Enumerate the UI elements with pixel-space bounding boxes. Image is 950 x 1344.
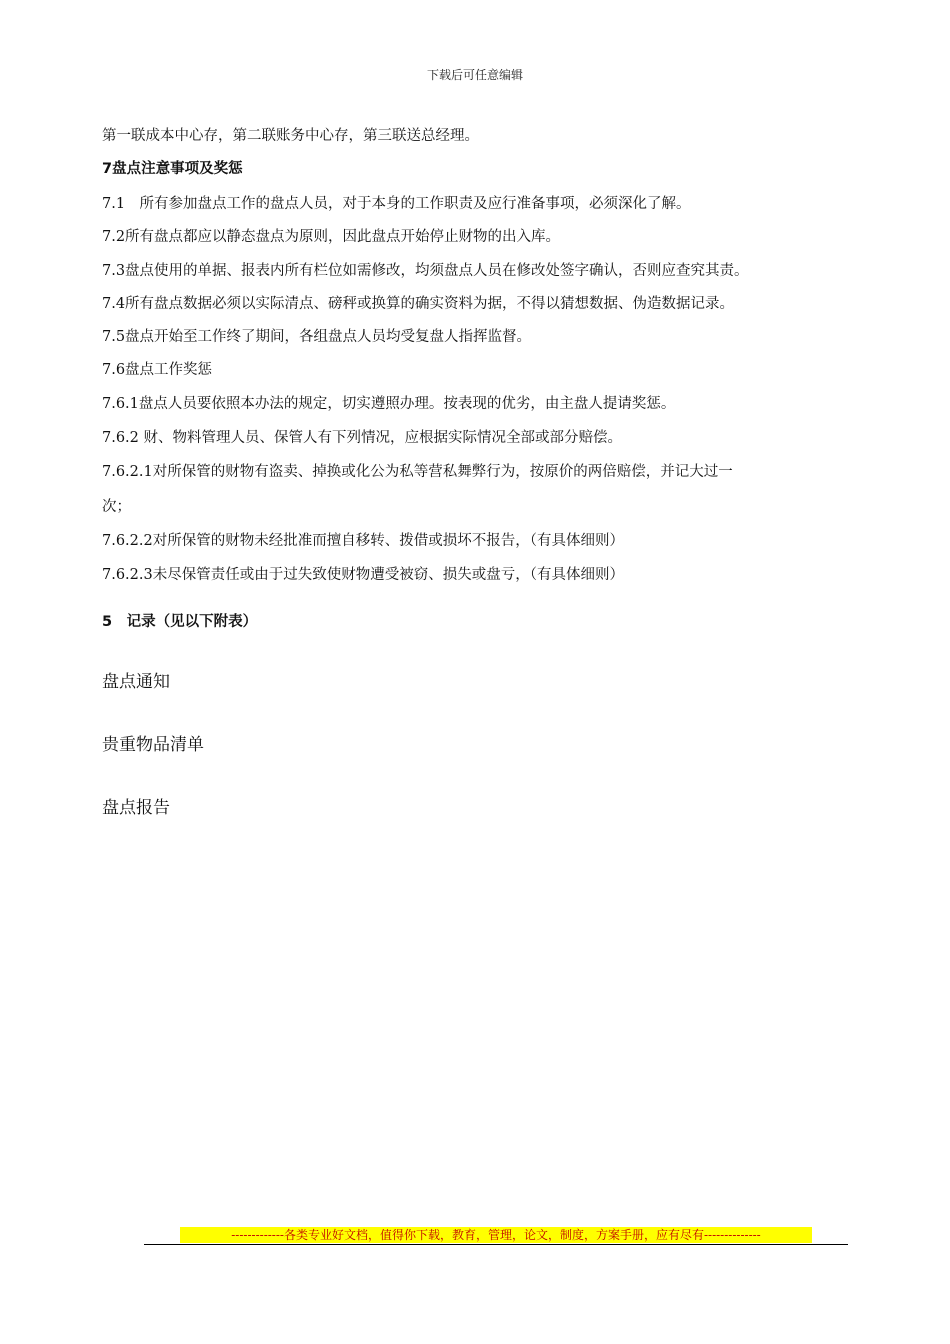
clause-7-3: 7.3盘点使用的单据、报表内所有栏位如需修改，均须盘点人员在修改处签字确认，否则应查究其责。 — [102, 263, 749, 279]
clause-7-6-2-3: 7.6.2.3未尽保管责任或由于过失致使财物遭受被窃、损失或盘亏，（有具体细则） — [102, 567, 624, 583]
attachment-heading-valuables-list: 贵重物品清单 — [102, 735, 204, 755]
attachment-heading-inventory-report: 盘点报告 — [102, 798, 170, 818]
clause-7-6-2-1-continued: 次； — [102, 499, 131, 515]
clause-7-6-1: 7.6.1盘点人员要依照本办法的规定，切实遵照办理。按表现的优劣，由主盘人提请奖惩。 — [102, 396, 676, 412]
clause-7-6: 7.6盘点工作奖惩 — [102, 362, 213, 378]
clause-7-2: 7.2所有盘点都应以静态盘点为原则，因此盘点开始停止财物的出入库。 — [102, 229, 561, 245]
paragraph-distribution: 第一联成本中心存，第二联账务中心存，第三联送总经理。 — [102, 128, 479, 144]
header-note: 下载后可任意编辑 — [426, 68, 523, 82]
clause-7-5: 7.5盘点开始至工作终了期间，各组盘点人员均受复盘人指挥监督。 — [102, 329, 532, 345]
section-heading-5: 5 记录（见以下附表） — [102, 614, 258, 630]
footer-banner: -------------各类专业好文档，值得你下载，教育，管理，论文，制度，方案手册，应有尽有-------------- — [180, 1227, 812, 1243]
clause-7-1: 7.1 所有参加盘点工作的盘点人员，对于本身的工作职责及应行准备事项，必须深化了解。 — [102, 196, 691, 212]
footer-rule — [144, 1244, 848, 1245]
clause-7-6-2: 7.6.2 财、物料管理人员、保管人有下列情况，应根据实际情况全部或部分赔偿。 — [102, 430, 623, 446]
section-heading-7: 7盘点注意事项及奖惩 — [102, 161, 243, 177]
clause-7-6-2-2: 7.6.2.2对所保管的财物未经批准而擅自移转、拨借或损坏不报告，（有具体细则） — [102, 533, 624, 549]
clause-7-4: 7.4所有盘点数据必须以实际清点、磅秤或换算的确实资料为据，不得以猜想数据、伪造数据记录。 — [102, 296, 735, 312]
clause-7-6-2-1: 7.6.2.1对所保管的财物有盗卖、掉换或化公为私等营私舞弊行为，按原价的两倍赔偿，并记大过一 — [102, 464, 733, 480]
attachment-heading-inventory-notice: 盘点通知 — [102, 672, 170, 692]
